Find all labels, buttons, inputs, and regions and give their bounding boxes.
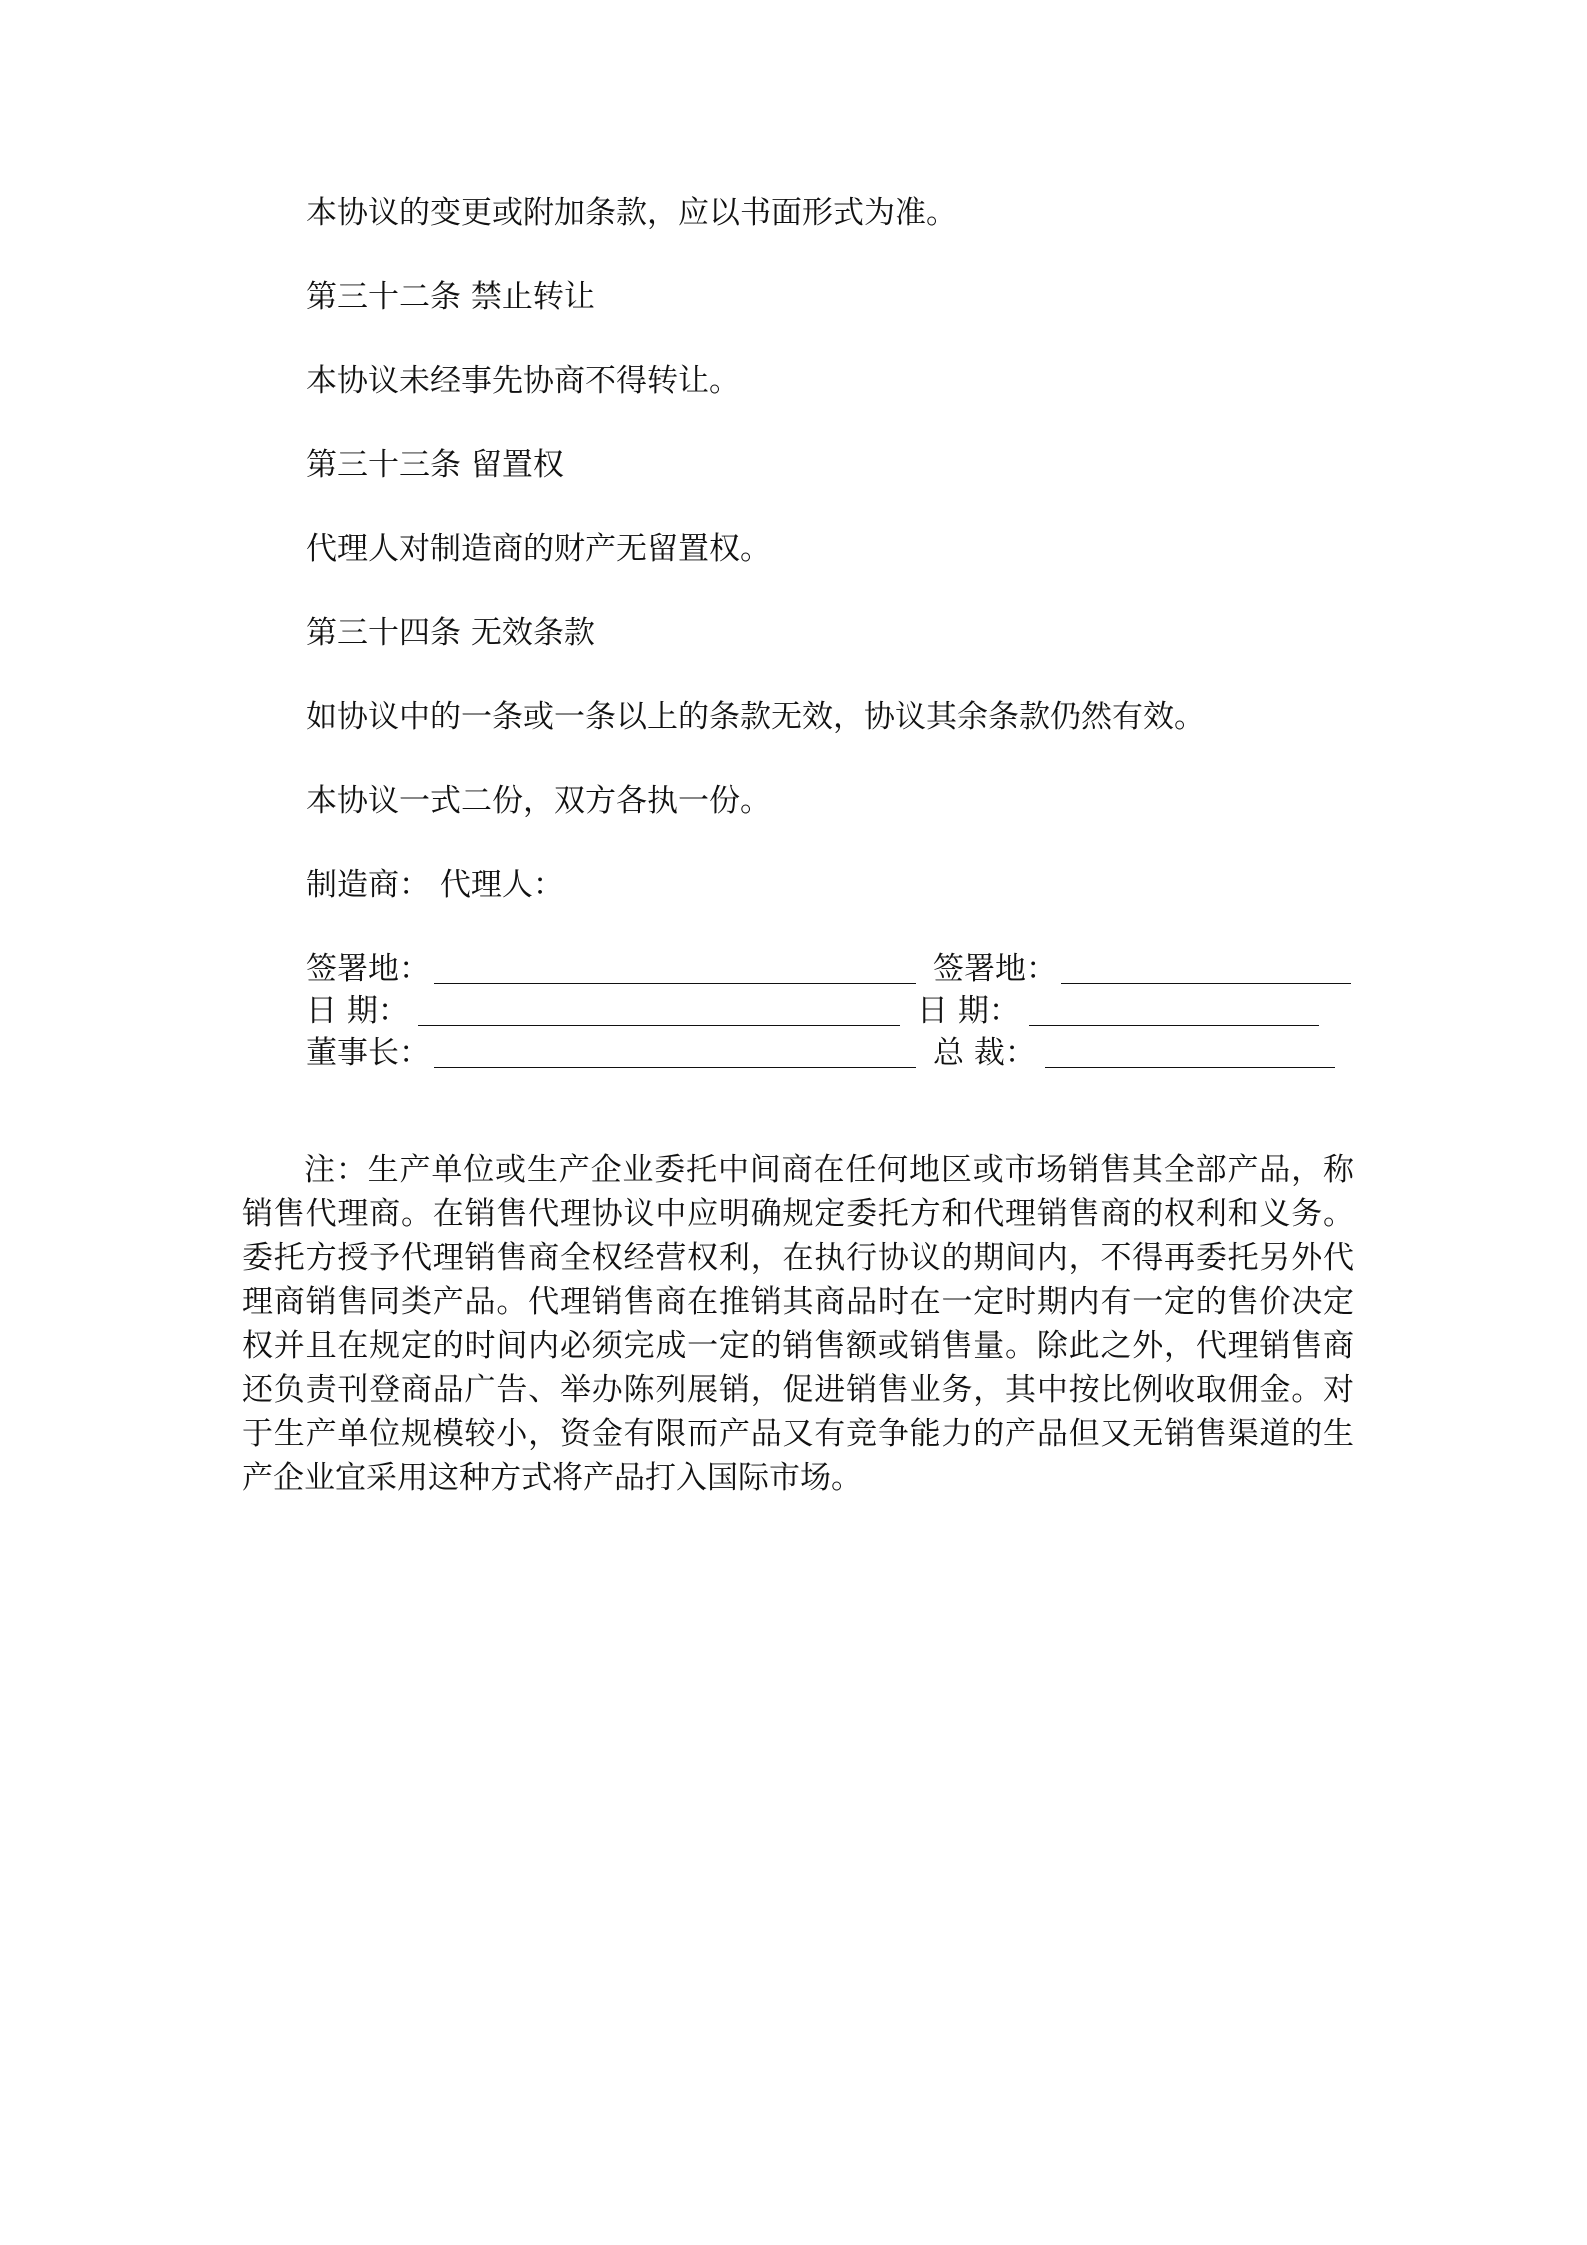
- article-32-heading: 第三十二条 禁止转让: [306, 279, 595, 315]
- signature-row-place: [0, 949, 1587, 991]
- right-date-blank: [1029, 1025, 1319, 1026]
- article-32-body: 本协议未经事先协商不得转让。: [306, 363, 740, 399]
- article-34-body: 如协议中的一条或一条以上的条款无效，协议其余条款仍然有效。: [306, 699, 1205, 735]
- chairman-blank: [434, 1067, 916, 1068]
- signature-row-officer: [0, 1033, 1587, 1075]
- parties-line: 制造商： 代理人：: [306, 867, 564, 903]
- right-place-blank: [1061, 983, 1351, 984]
- left-date-label: 日 期：: [306, 993, 409, 1029]
- article-33-body: 代理人对制造商的财产无留置权。: [306, 531, 771, 567]
- article-33-heading: 第三十三条 留置权: [306, 447, 564, 483]
- president-blank: [1045, 1067, 1335, 1068]
- clause-amendment-text: 本协议的变更或附加条款，应以书面形式为准。: [306, 195, 957, 231]
- copies-statement: 本协议一式二份，双方各执一份。: [306, 783, 771, 819]
- left-place-blank: [434, 983, 916, 984]
- left-place-label: 签署地：: [306, 951, 430, 987]
- chairman-label: 董事长：: [306, 1035, 430, 1071]
- left-date-blank: [418, 1025, 900, 1026]
- signature-row-date: [0, 991, 1587, 1033]
- explanatory-note: 注：生产单位或生产企业委托中间商在任何地区或市场销售其全部产品，称销售代理商。在销售代理协议中应明确规定委托方和代理销售商的权利和义务。委托方授予代理销售商全权经营权利，在执行协议的期间内，不得再委托另外代理商销售同类产品。代理销售商在推销其商品时在一定时期内有一定的售价决定权并且在规定的时间内必须完成一定的销售额或销售量。除此之外，代理销售商还负责刊登商品广告、举办陈列展销，促进销售业务，其中按比例收取佣金。对于生产单位规模较小，资金有限而产品又有竞争能力的产品但又无销售渠道的生产企业宜采用这种方式将产品打入国际市场。: [242, 1152, 1354, 1496]
- president-label: 总 裁：: [933, 1035, 1036, 1071]
- right-date-label: 日 期：: [917, 993, 1020, 1029]
- article-34-heading: 第三十四条 无效条款: [306, 615, 595, 651]
- right-place-label: 签署地：: [933, 951, 1057, 987]
